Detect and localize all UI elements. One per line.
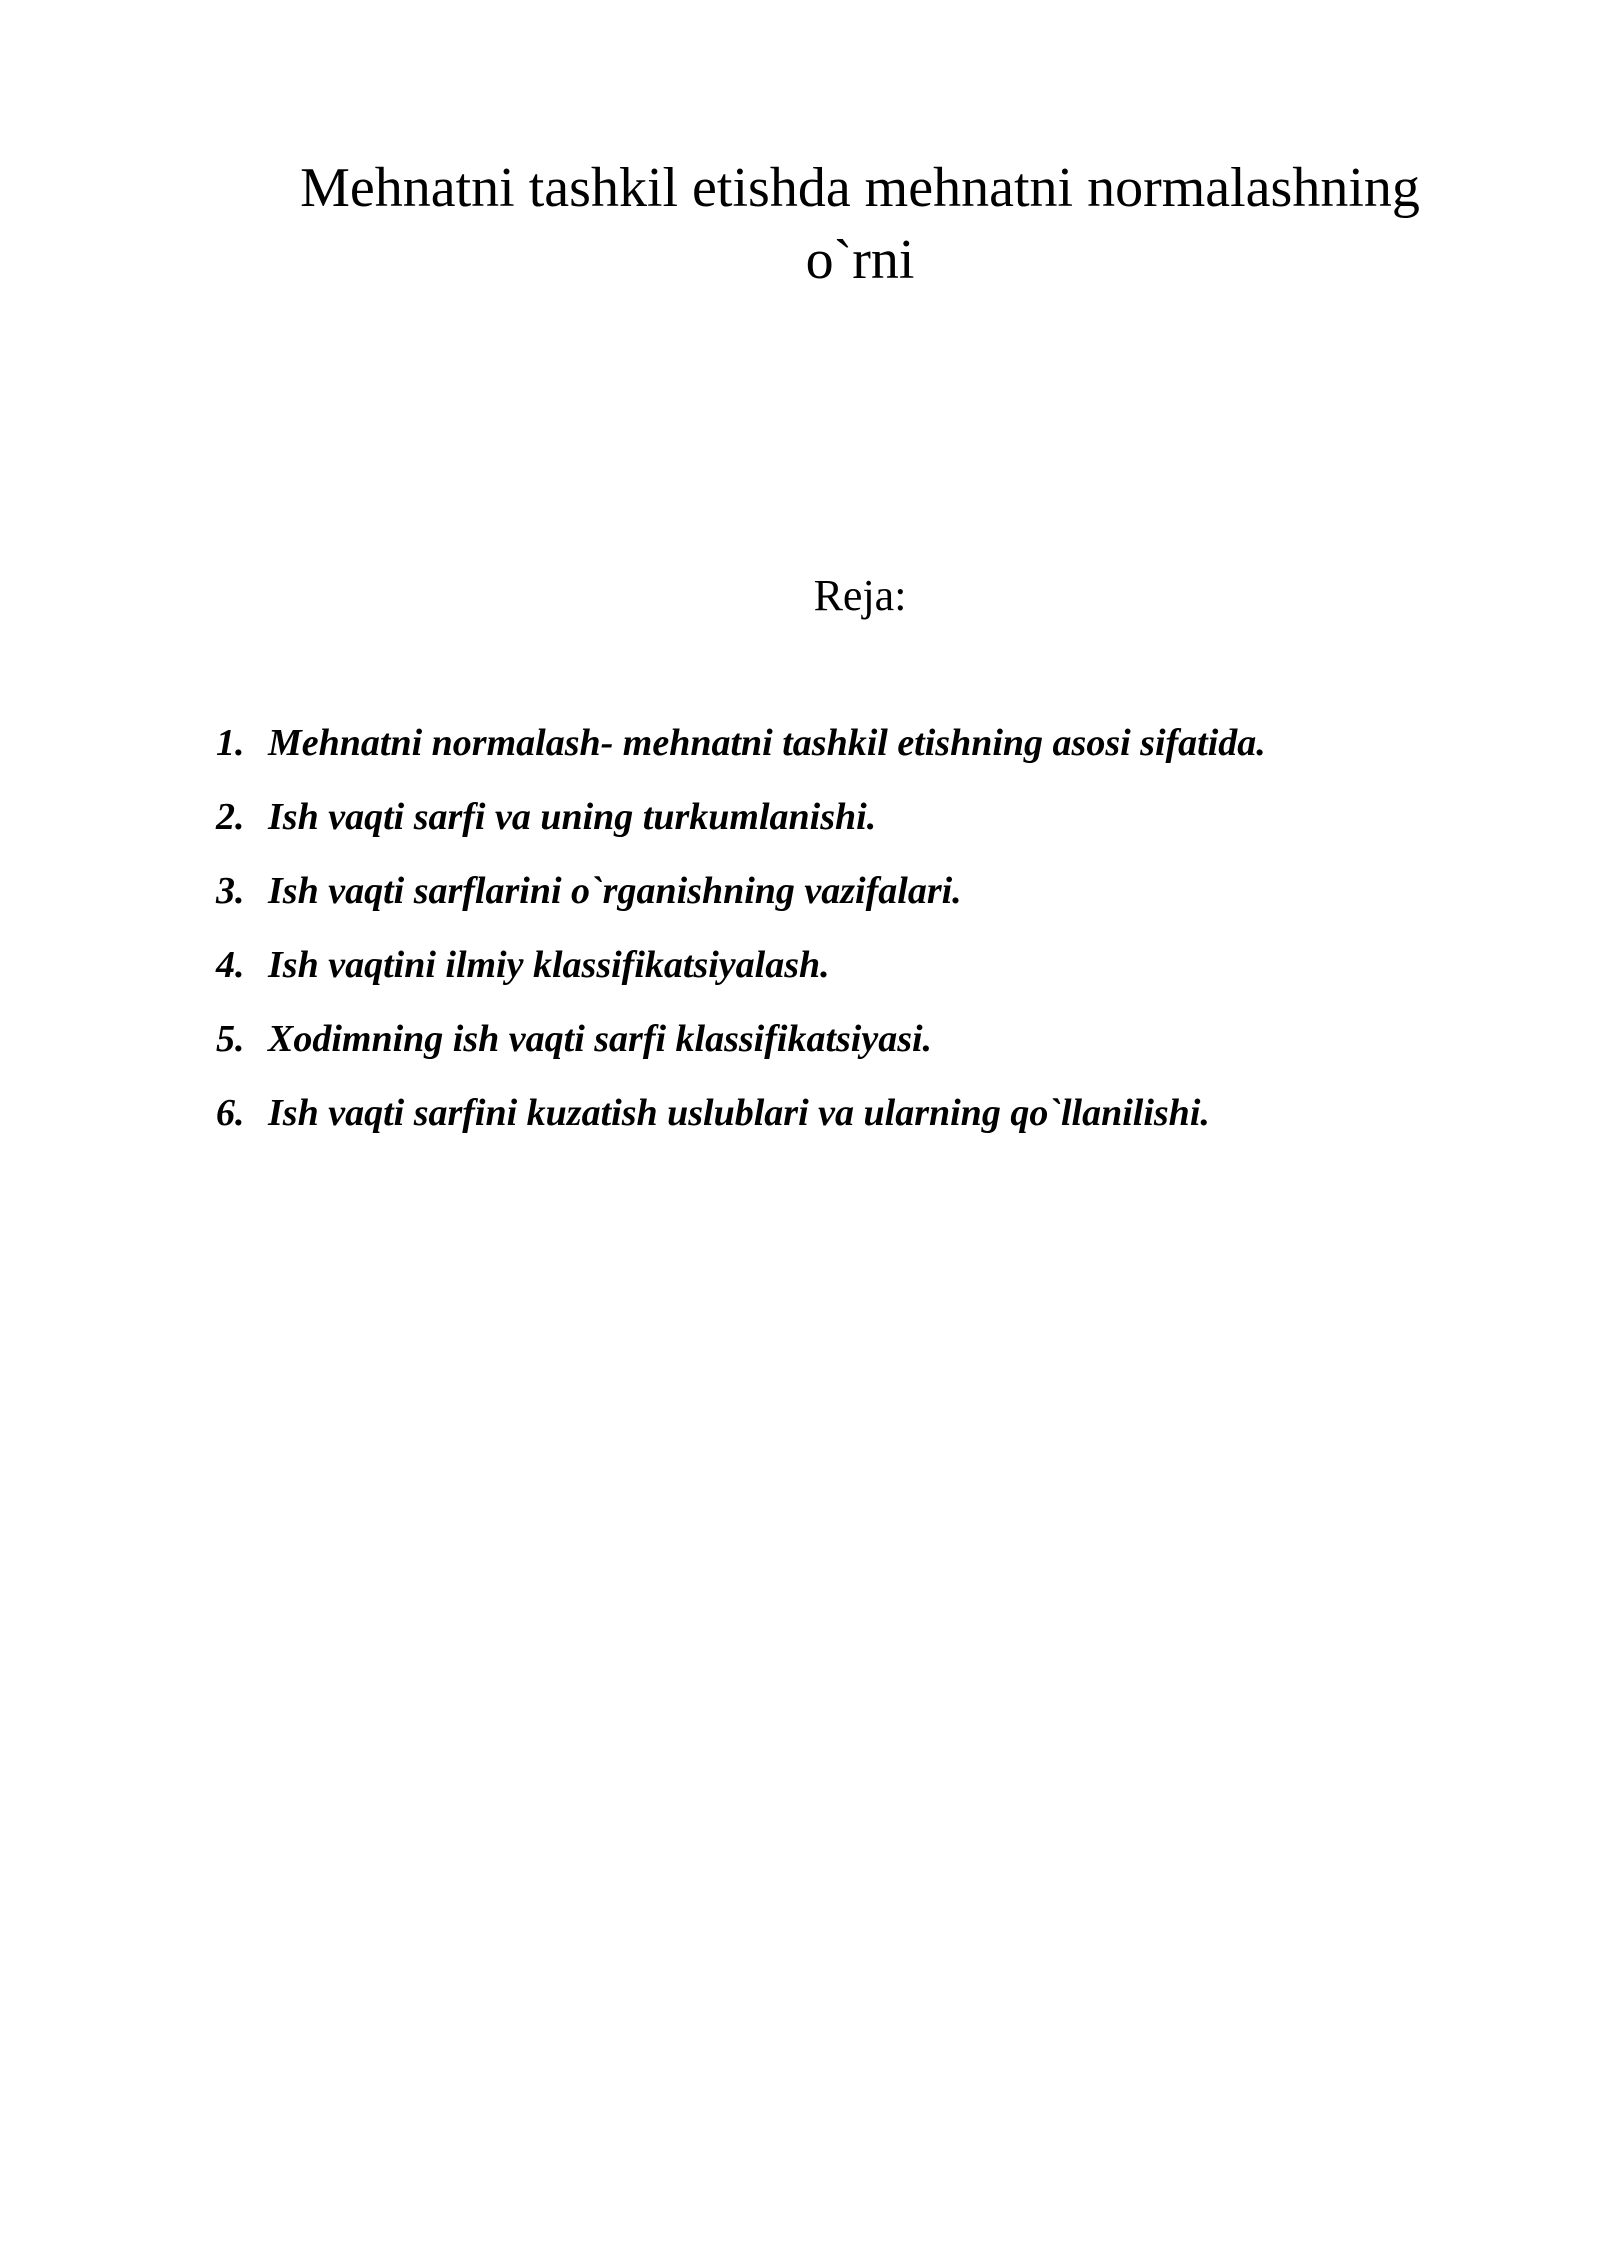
plan-item-1	[216, 718, 1266, 768]
document-title	[260, 152, 1460, 296]
plan-item-number: 2.	[216, 796, 245, 838]
plan-item-5	[216, 1014, 1266, 1064]
plan-list	[216, 718, 1266, 1162]
title-line-1: Mehnatni tashkil etishda mehnatni normalashning	[300, 157, 1420, 219]
plan-item-text: Mehnatni normalash- mehnatni tashkil etishning asosi sifatida.	[268, 722, 1266, 764]
plan-item-text: Ish vaqti sarflarini o`rganishning vazifalari.	[268, 870, 962, 912]
plan-item-number: 3.	[216, 870, 245, 912]
plan-item-6	[216, 1088, 1266, 1138]
plan-item-text: Xodimning ish vaqti sarfi klassifikatsiyasi.	[268, 1018, 933, 1060]
plan-item-3	[216, 866, 1266, 916]
plan-item-text: Ish vaqtini ilmiy klassifikatsiyalash.	[268, 944, 830, 986]
plan-item-4	[216, 940, 1266, 990]
plan-item-number: 1.	[216, 722, 245, 764]
plan-item-number: 4.	[216, 944, 245, 986]
plan-item-2	[216, 792, 1266, 842]
plan-item-text: Ish vaqti sarfi va uning turkumlanishi.	[268, 796, 877, 838]
plan-item-text: Ish vaqti sarfini kuzatish uslublari va ularning qo`llanilishi.	[268, 1092, 1210, 1134]
plan-item-number: 6.	[216, 1092, 245, 1134]
title-line-2: o`rni	[805, 229, 915, 291]
plan-item-number: 5.	[216, 1018, 245, 1060]
plan-heading: Reja:	[813, 571, 907, 620]
